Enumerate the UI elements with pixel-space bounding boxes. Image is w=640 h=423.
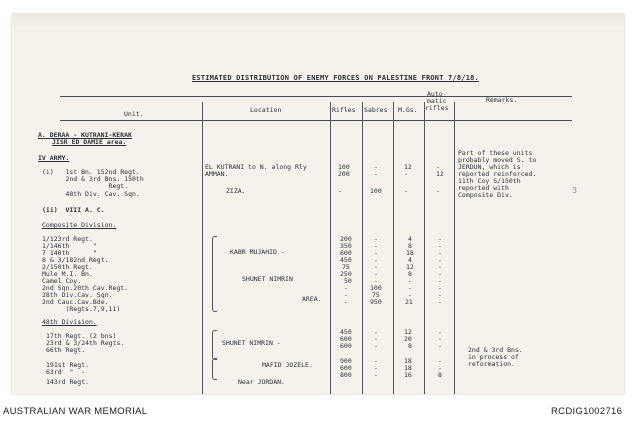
army-row-auto: - [436,187,440,195]
row-sabres: - [374,342,378,350]
row-sabres: 75 [372,291,380,299]
row-sabres: - [374,328,378,336]
div48-location-1: SHUNET NIMRIN - [222,339,281,347]
margin-mark: 3 [572,186,578,195]
row-auto: - [438,242,442,250]
row-auto: - [438,357,442,365]
army-row-auto: - [436,163,440,171]
row-unit: 7 140th " [42,249,97,257]
row-rifles: 350 [340,242,352,250]
composite-division-heading: Composite Division. [42,221,117,229]
row-sabres: 950 [370,298,382,306]
army-row-unit-continued: Regt. [42,182,129,190]
div48-location-2: MAFID JOZELE. [262,361,313,369]
row-auto: - [438,270,442,278]
column-divider-mgs [424,102,425,394]
row-rifles: 900 [340,357,352,365]
army-row-unit: 2nd & 3rd Bns. 150th [42,175,144,183]
row-unit: 191st Regt. [46,361,90,369]
section-a-line2: JISR ED DAMIE area. [52,138,127,146]
row-unit: 23rd & 3/24th Regts. [46,339,125,347]
header-auto-line3: rifles [425,104,449,112]
army-row-sabres: - [374,163,378,171]
row-mgs: 21 [405,298,413,306]
army-row-unit: (i) 1st Bn. 152nd Regt. [42,168,140,176]
row-sabres: - [374,277,378,285]
section-a-line1: A. DERAA - KUTRANI-KERAK [38,131,132,139]
row-mgs: 20 [404,335,412,343]
document-title: ESTIMATED DISTRIBUTION OF ENEMY FORCES ON PALESTINE FRONT 7/8/18. [192,74,479,82]
row-unit: 2nd Cauc.Cav.Bde. [42,298,109,306]
row-rifles: 200 [340,235,352,243]
remarks-line: probably moved S. to [458,156,537,164]
army-row-mgs: - [404,187,408,195]
row-auto: - [438,284,442,292]
row-sabres: - [374,263,378,271]
header-rifles: Rifles [332,106,356,114]
header-location: Location [250,106,282,114]
row-mgs: 18 [406,249,414,257]
composite-location-2: SHUNET NIMRIN [242,275,293,283]
row-auto: 8 [438,371,442,379]
row-unit: 143rd Regt. [46,378,90,386]
row-auto: - [438,335,442,343]
row-mgs: 8 [408,242,412,250]
column-divider-unit [202,102,203,394]
header-sabres: Sabres [364,106,388,114]
row-mgs: 12 [406,263,414,271]
army-row-rifles: - [338,187,342,195]
column-divider-location [330,102,331,394]
row-rifles: 600 [340,249,352,257]
row-unit: 8 & 3/182nd Regt. [42,256,109,264]
header-unit: Unit. [124,110,144,118]
row-mgs: 18 [404,364,412,372]
row-unit: 2/150th Regt. [42,263,93,271]
row-auto: - [438,328,442,336]
row-auto: - [438,298,442,306]
army-row-unit: 48th Div. Cav. Sqn. [42,190,140,198]
row-sabres: - [374,242,378,250]
column-divider-auto [454,102,455,394]
remarks-line: Part of these units [458,149,533,157]
row-unit: 63rd " - [46,368,86,376]
row-mgs: 12 [404,328,412,336]
div48-brace-1 [212,330,217,360]
row-auto: - [438,235,442,243]
div48-brace-2 [212,358,217,380]
row-mgs: - [408,291,412,299]
row-sabres: 100 [370,284,382,292]
army-heading: IV ARMY. [38,154,70,162]
row-unit: 1/123rd Regt. [42,235,93,243]
row-unit-continued: (Regts.7,9,11) [42,305,121,313]
row-rifles: 600 [340,342,352,350]
row-unit: 1/146th " [42,242,97,250]
header-remarks: Remarks. [486,96,518,104]
footer-archive-name: AUSTRALIAN WAR MEMORIAL [3,406,148,417]
row-auto: - [438,249,442,257]
row-auto: - [438,263,442,271]
row-sabres: - [374,235,378,243]
row-mgs: 8 [408,270,412,278]
row-mgs: 16 [404,371,412,379]
row-rifles: 450 [340,328,352,336]
row-sabres: - [374,371,378,379]
div48-heading: 48th Division. [42,318,97,326]
row-mgs: - [408,277,412,285]
army-row-auto: 12 [436,170,444,178]
composite-location-1: KABR MUJAHID - [230,248,285,256]
remarks-line: JERDUN, which is [458,163,521,171]
div48-location-3: Near JORDAN. [238,378,285,386]
army-row-sabres: - [374,170,378,178]
footer-record-id: RCDIG1002716 [551,406,623,417]
row-unit: 17th Regt. (2 bns) [46,332,117,340]
header-mgs: M.Gs. [398,106,418,114]
row-mgs: 8 [408,342,412,350]
row-mgs: 4 [408,256,412,264]
row-auto: - [438,342,442,350]
army-row-sabres: 100 [370,187,382,195]
column-divider-rifles [362,102,363,394]
row-sabres: - [374,357,378,365]
row-auto: - [438,291,442,299]
table-header-rule [60,120,572,121]
remarks-line: 11th Coy S/150th [458,177,521,185]
row-rifles: 450 [340,256,352,264]
remarks-line: in process of [468,353,519,361]
row-rifles: - [344,298,348,306]
row-auto: - [438,256,442,264]
row-rifles: 50 [344,277,352,285]
row-mgs: 4 [408,235,412,243]
paper-fold-shading [12,14,624,28]
row-rifles: 600 [340,335,352,343]
army-row-rifles: 100 [338,163,350,171]
army-row-location: ZIZA. [226,187,246,195]
row-rifles: - [344,284,348,292]
army-row-location: EL KUTRANI to N. along Rly [205,163,307,171]
row-rifles: 75 [342,263,350,271]
row-unit: 2nd Sqn.20th Cav.Regt. [42,284,129,292]
remarks-line: reformation. [468,360,515,368]
row-sabres: - [374,256,378,264]
remarks-line: reported with [458,184,509,192]
row-rifles: 250 [340,270,352,278]
header-auto-line1: Auto- [427,90,447,98]
row-sabres: - [374,270,378,278]
row-rifles: 800 [340,371,352,379]
composite-brace [212,236,217,312]
army-row-mgs: 12 [404,163,412,171]
army-row-rifles: 200 [338,170,350,178]
corps-heading: (ii) VIII A. C. [42,206,105,214]
row-sabres: - [374,335,378,343]
row-unit: 28th Div.Cav. Sqn. [42,291,113,299]
row-sabres: - [374,249,378,257]
row-rifles: 600 [340,364,352,372]
header-auto-line2: matic [427,97,447,105]
row-mgs: 18 [404,357,412,365]
row-unit: Mule M.I. Bn. [42,270,93,278]
row-auto: - [438,277,442,285]
remarks-line: Composite Div. [458,191,513,199]
row-unit: Camel Coy. [42,277,82,285]
row-auto: - [438,364,442,372]
row-sabres: - [374,364,378,372]
row-mgs: - [408,284,412,292]
remarks-line: 2nd & 3rd Bns. [468,346,523,354]
army-row-mgs: - [404,170,408,178]
row-rifles: - [344,291,348,299]
row-unit: 66th Regt. [46,346,86,354]
composite-location-3: AREA. [302,295,322,303]
remarks-line: reported reinforced. [458,170,537,178]
army-row-location: AMMAN. [205,170,229,178]
document-sheet [12,14,624,394]
column-divider-sabres [393,102,394,394]
